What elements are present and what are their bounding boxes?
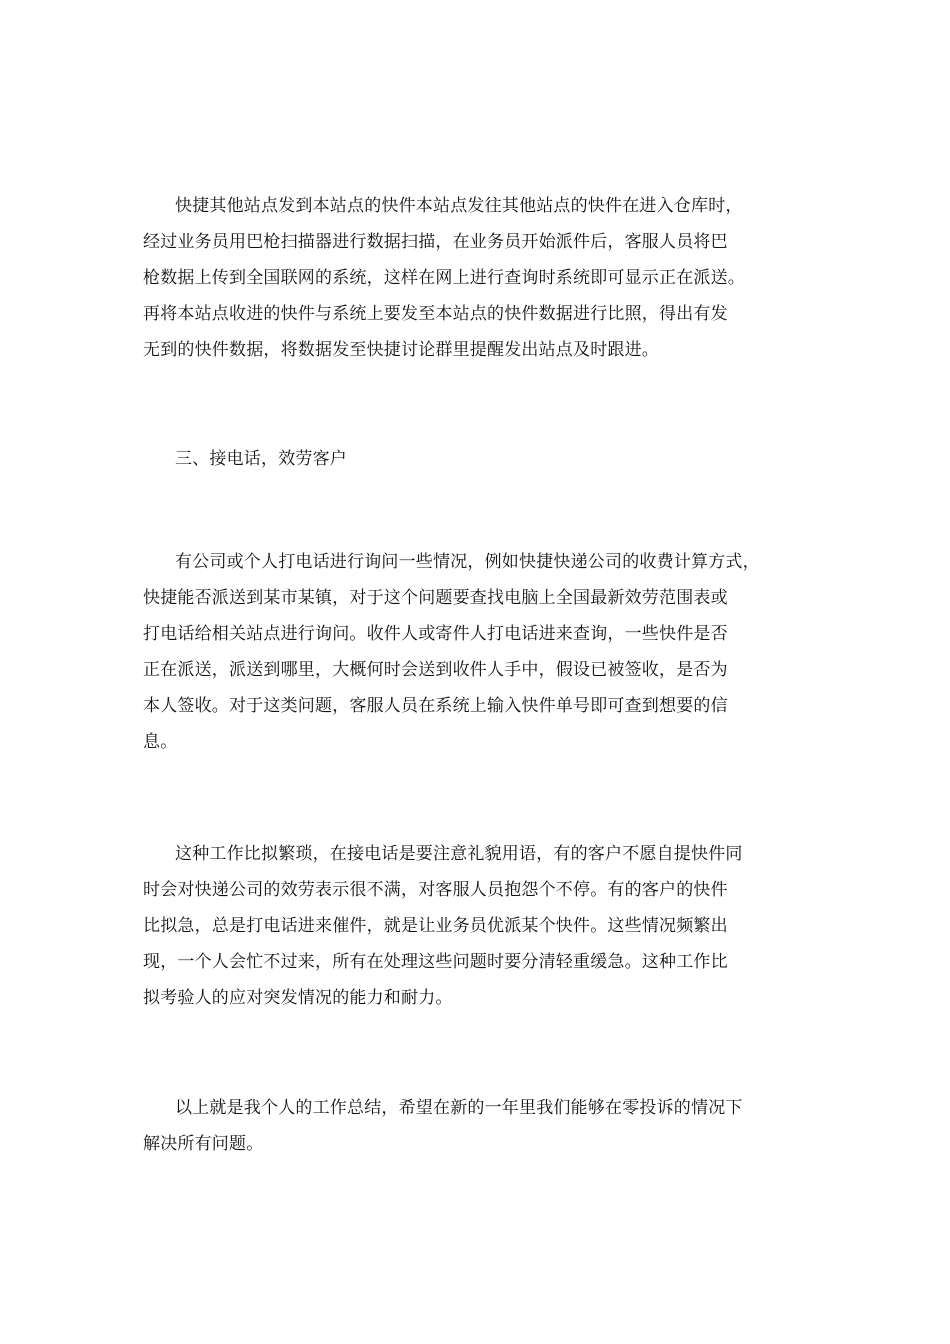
paragraph-scanning-process: [143, 188, 823, 368]
text-line: 正在派送，派送到哪里，大概何时会送到收件人手中，假设已被签收，是否为: [143, 660, 728, 680]
paragraph-phone-inquiries: [143, 544, 823, 760]
section-heading: [143, 441, 823, 477]
paragraph-conclusion: [143, 1090, 823, 1162]
text-line: 快捷其他站点发到本站点的快件本站点发往其他站点的快件在进入仓库时，: [175, 196, 743, 216]
text-line: 经过业务员用巴枪扫描器进行数据扫描，在业务员开始派件后，客服人员将巴: [143, 232, 728, 252]
text-line: 解决所有问题。: [143, 1134, 264, 1154]
text-line: 有公司或个人打电话进行询问一些情况，例如快捷快递公司的收费计算方式，: [175, 552, 760, 572]
text-line: 枪数据上传到全国联网的系统，这样在网上进行查询时系统即可显示正在派送。: [143, 268, 745, 288]
text-line: 无到的快件数据，将数据发至快捷讨论群里提醒发出站点及时跟进。: [143, 340, 659, 360]
text-line: 时会对快递公司的效劳表示很不满，对客服人员抱怨个不停。有的客户的快件: [143, 880, 728, 900]
text-line: 比拟急，总是打电话进来催件，就是让业务员优派某个快件。这些情况频繁出: [143, 916, 728, 936]
section-heading-text: 三、接电话，效劳客户: [175, 449, 347, 469]
text-line: 打电话给相关站点进行询问。收件人或寄件人打电话进来查询，一些快件是否: [143, 624, 728, 644]
text-line: 拟考验人的应对突发情况的能力和耐力。: [143, 988, 453, 1008]
text-line: 再将本站点收进的快件与系统上要发至本站点的快件数据进行比照，得出有发: [143, 304, 728, 324]
text-line: 以上就是我个人的工作总结，希望在新的一年里我们能够在零投诉的情况下: [175, 1098, 743, 1118]
text-line: 息。: [143, 732, 178, 752]
text-line: 本人签收。对于这类问题，客服人员在系统上输入快件单号即可查到想要的信: [143, 696, 728, 716]
text-line: 快捷能否派送到某市某镇，对于这个问题要查找电脑上全国最新效劳范围表或: [143, 588, 728, 608]
text-line: 现，一个人会忙不过来，所有在处理这些问题时要分清轻重缓急。这种工作比: [143, 952, 728, 972]
text-line: 这种工作比拟繁琐，在接电话是要注意礼貌用语，有的客户不愿自提快件同: [175, 844, 743, 864]
paragraph-work-challenges: [143, 836, 823, 1016]
